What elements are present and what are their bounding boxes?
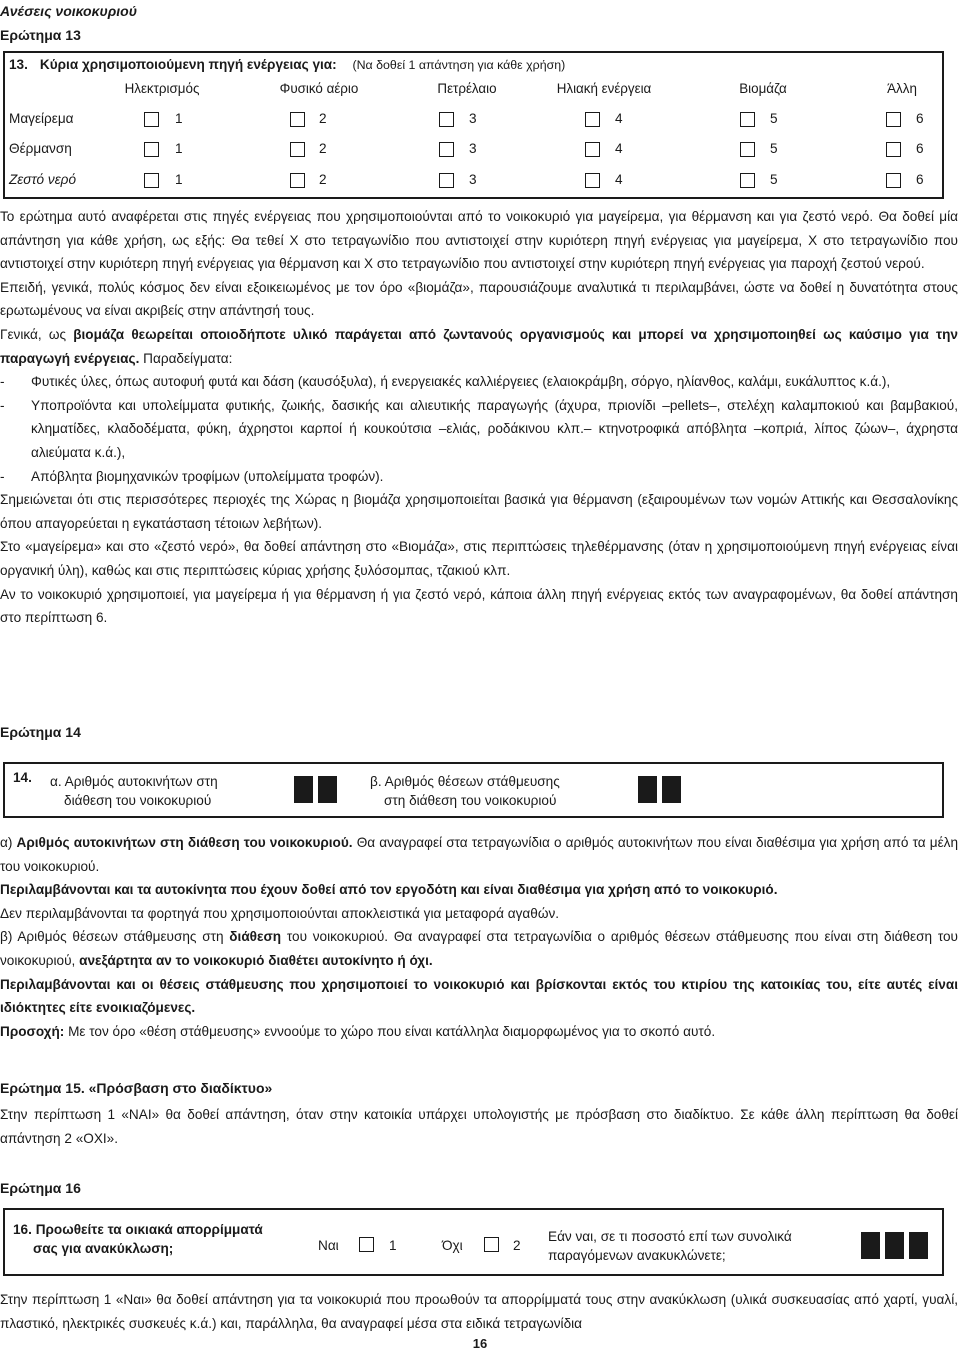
text-run: Γενικά, ως xyxy=(0,326,74,342)
question-number: 13. xyxy=(9,57,28,72)
label-line: Εάν ναι, σε τι ποσοστό επί των συνολικά xyxy=(548,1229,792,1244)
checkbox-hot-water-1[interactable] xyxy=(144,173,159,188)
question-13-title xyxy=(9,57,565,72)
column-header-electricity: Ηλεκτρισμός xyxy=(124,81,200,96)
text-run: β) Αριθμός θέσεων στάθμευσης στη xyxy=(0,929,230,945)
option-code: 6 xyxy=(916,111,924,126)
label-line: στη διάθεση του νοικοκυριού xyxy=(384,793,557,808)
paragraph: Περιλαμβάνονται και τα αυτοκίνητα που έχουν δοθεί από τον εργοδότη και είναι διαθέσιμα για χρήση από το νοικοκυριό. xyxy=(0,882,778,898)
question-15-heading: Ερώτημα 15. «Πρόσβαση στο διαδίκτυο» xyxy=(0,1080,273,1096)
question-14-explanation xyxy=(0,831,958,1043)
list-item-text: Φυτικές ύλες, όπως αυτοφυή φυτά και δάση (καυσόξυλα), ή ενεργειακές καλλιέργειες (ελαιοκράμβη, σόργο, ηλίανθος, καλάμι, ευκάλυπτος κ.ά.), xyxy=(31,374,891,390)
label-line: α. Αριθμός αυτοκινήτων στη xyxy=(50,774,218,789)
option-code: 4 xyxy=(615,172,623,187)
row-label-heating: Θέρμανση xyxy=(9,141,72,156)
column-header-other: Άλλη xyxy=(887,81,917,96)
paragraph: Το ερώτημα αυτό αναφέρεται στις πηγές ενέργειας που χρησιμοποιούνται από το νοικοκυριό για μαγείρεμα, για θέρμανση και για ζεστό νερό. Θα δοθεί μία απάντηση για κάθε χρήση, ως εξής: Θα τεθεί Χ στο τετραγωνίδιο που αντιστοιχεί στην κυριότερη πηγή ενέργειας για μαγείρεμα, Χ στο τετραγωνίδιο που αντιστοιχεί στην κυριότερη πηγή ενέργειας για θέρμανση και Χ στο τετραγωνίδιο που αντιστοιχεί στην κυριότερη πηγή ενέργειας για παροχή ζεστού νερού. xyxy=(0,209,958,272)
text-run: Με τον όρο «θέση στάθμευσης» εννοούμε το χώρο που είναι κατάλληλα διαμορφωμένος για το σκοπό αυτό. xyxy=(64,1023,716,1039)
checkbox-heating-5[interactable] xyxy=(740,142,755,157)
checkbox-recycle-no[interactable] xyxy=(484,1237,499,1252)
section-title: Ανέσεις νοικοκυριού xyxy=(0,3,137,19)
question-15-explanation xyxy=(0,1103,958,1150)
paragraph: Δεν περιλαμβάνονται τα φορτηγά που χρησιμοποιούνται αποκλειστικά για μεταφορά αγαθών. xyxy=(0,905,560,921)
paragraph xyxy=(0,925,958,972)
label-line: β. Αριθμός θέσεων στάθμευσης xyxy=(370,774,560,789)
option-code: 6 xyxy=(916,141,924,156)
paragraph: Στην περίπτωση 1 «Ναι» θα δοθεί απάντηση για τα νοικοκυριά που προωθούν τα απορρίμματά τους στην ανακύκλωση (υλικά συσκευασίας από χαρτί, γυαλί, πλαστικό, ηλεκτρικές συσκευές κ.ά.) και, παράλληλα, θα αναγραφεί μέσα στα ειδικά τετραγωνίδια xyxy=(0,1292,958,1331)
cars-digit-box-1[interactable] xyxy=(294,776,313,803)
text-run: Προωθείτε τα οικιακά απορρίμματά xyxy=(35,1222,263,1237)
question-16-explanation xyxy=(0,1288,958,1335)
option-code: 3 xyxy=(469,172,477,187)
row-label-hot-water: Ζεστό νερό xyxy=(9,172,77,187)
checkbox-hot-water-3[interactable] xyxy=(439,173,454,188)
paragraph xyxy=(0,323,958,370)
percentage-label xyxy=(548,1227,792,1265)
cars-label xyxy=(50,772,218,810)
question-text: Κύρια χρησιμοποιούμενη πηγή ενέργειας για: xyxy=(39,57,337,72)
parking-label xyxy=(370,772,560,810)
percentage-digit-box-3[interactable] xyxy=(909,1232,928,1259)
checkbox-hot-water-2[interactable] xyxy=(290,173,305,188)
list-item-text: Απόβλητα βιομηχανικών τροφίμων (υπολείμματα τροφών). xyxy=(31,468,384,484)
list-item xyxy=(0,394,958,465)
column-header-solar: Ηλιακή ενέργεια xyxy=(556,81,652,96)
text-run: Παραδείγματα: xyxy=(139,350,233,366)
checkbox-heating-2[interactable] xyxy=(290,142,305,157)
option-code: 5 xyxy=(770,111,778,126)
parking-digit-box-2[interactable] xyxy=(662,776,681,803)
cars-digit-box-2[interactable] xyxy=(318,776,337,803)
yes-label: Ναι xyxy=(318,1238,339,1253)
text-run: του νοικοκυριού. Θα αναγραφεί στα τετραγωνίδια ο αριθμός θέσεων στάθμευσης που είναι στη διάθεση του νοικοκυριού, xyxy=(0,929,958,968)
text-run: διάθεση xyxy=(229,929,282,945)
page-number: 16 xyxy=(472,1336,488,1351)
checkbox-cooking-3[interactable] xyxy=(439,112,454,127)
question-line: σας για ανακύκλωση; xyxy=(33,1241,174,1256)
option-code: 1 xyxy=(389,1238,397,1253)
label-line: παραγόμενων ανακυκλώνετε; xyxy=(548,1248,726,1263)
text-run: Προσοχή: xyxy=(0,1023,65,1039)
option-code: 2 xyxy=(319,141,327,156)
text-run: Αριθμός αυτοκινήτων στη διάθεση του νοικοκυριού. xyxy=(16,835,353,850)
option-code: 2 xyxy=(319,172,327,187)
checkbox-heating-6[interactable] xyxy=(886,142,901,157)
parking-digit-box-1[interactable] xyxy=(638,776,657,803)
option-code: 2 xyxy=(513,1238,521,1253)
text-run: α) xyxy=(0,835,17,850)
checkbox-heating-3[interactable] xyxy=(439,142,454,157)
paragraph: Επειδή, γενικά, πολύς κόσμος δεν είναι εξοικειωμένος με τον όρο «βιομάζα», παρουσιάζουμε αναλυτικά τι περιλαμβάνει, ώστε να δοθεί η δυνατότητα στους ερωτωμένους να είναι ακριβείς στην απάντησή τους. xyxy=(0,279,958,319)
paragraph xyxy=(0,1020,958,1044)
option-code: 4 xyxy=(615,111,623,126)
checkbox-heating-1[interactable] xyxy=(144,142,159,157)
option-code: 6 xyxy=(916,172,924,187)
text-run: ανεξάρτητα αν το νοικοκυριό διαθέτει αυτοκίνητο ή όχι. xyxy=(79,952,433,968)
checkbox-recycle-yes[interactable] xyxy=(359,1237,374,1252)
checkbox-cooking-5[interactable] xyxy=(740,112,755,127)
list-marker: - xyxy=(0,397,5,413)
option-code: 5 xyxy=(770,172,778,187)
paragraph: Αν το νοικοκυριό χρησιμοποιεί, για μαγείρεμα ή για θέρμανση ή για ζεστό νερό, κάποια άλλη πηγή ενέργειας εκτός των αναγραφομένων, θα δοθεί απάντηση στο περίπτωση 6. xyxy=(0,586,958,626)
paragraph xyxy=(0,831,958,878)
question-14-heading: Ερώτημα 14 xyxy=(0,724,81,740)
checkbox-cooking-4[interactable] xyxy=(585,112,600,127)
paragraph: Στην περίπτωση 1 «ΝΑΙ» θα δοθεί απάντηση, όταν στην κατοικία υπάρχει υπολογιστής με πρόσβαση στο διαδίκτυο. Σε κάθε άλλη περίπτωση θα δοθεί απάντηση 2 «ΟΧΙ». xyxy=(0,1107,958,1146)
option-code: 3 xyxy=(469,111,477,126)
checkbox-hot-water-6[interactable] xyxy=(886,173,901,188)
checkbox-cooking-1[interactable] xyxy=(144,112,159,127)
question-note: (Να δοθεί 1 απάντηση για κάθε χρήση) xyxy=(352,58,566,72)
paragraph: Σημειώνεται ότι στις περισσότερες περιοχές της Χώρας η βιομάζα χρησιμοποιείται βασικά για θέρμανση (εξαιρουμένων των νομών Αττικής και Θεσσαλονίκης όπου απαγορεύεται η εγκατάσταση τέτοιων λεβήτων). xyxy=(0,492,958,531)
list-marker: - xyxy=(0,468,5,484)
question-16-text xyxy=(13,1220,263,1258)
list-item-text: Υποπροϊόντα και υπολείμματα φυτικής, ζωικής, δασικής και αλιευτικής παραγωγής (άχυρα, πριονίδι –pellets–, στελέχη καλαμποκιού και βαμβακιού, κληματίδες, κλαδοδέματα, φύκη, άχρηστοι καρποί ή κουκούτσια –ελιάς, ροδάκινου κλπ.– κτηνοτροφικά απόβλητα –κοπριά, λίπος ζώων–, άχρηστα αλιεύματα κ.ά.), xyxy=(31,397,958,460)
question-14-box xyxy=(3,762,944,818)
checkbox-cooking-2[interactable] xyxy=(290,112,305,127)
list-marker: - xyxy=(0,374,5,390)
column-header-biomass: Βιομάζα xyxy=(739,81,787,96)
question-16-box xyxy=(3,1208,944,1276)
question-line xyxy=(13,1220,263,1239)
column-header-oil: Πετρέλαιο xyxy=(437,81,497,96)
paragraph: Στο «μαγείρεμα» και στο «ζεστό νερό», θα δοθεί απάντηση στο «Βιομάζα», στις περιπτώσεις τηλεθέρμανσης (όταν η χρησιμοποιούμενη πηγή ενέργειας είναι οργανική ύλη), καθώς και στις περιπτώσεις κύριας χρήσης ξυλόσομπας, τζακιού κλπ. xyxy=(0,539,958,578)
paragraph: Περιλαμβάνονται και οι θέσεις στάθμευσης που χρησιμοποιεί το νοικοκυριό και βρίσκονται εκτός του κτιρίου της κατοικίας του, είτε αυτές είναι ιδιόκτητες είτε ενοικιαζόμενες. xyxy=(0,976,958,1016)
question-16-heading: Ερώτημα 16 xyxy=(0,1180,81,1196)
biomass-definition: βιομάζα θεωρείται οποιοδήποτε υλικό παράγεται από ζωντανούς οργανισμούς και μπορεί να χρησιμοποιηθεί ως καύσιμο για την παραγωγή ενέργειας. xyxy=(0,326,958,366)
question-number: 14. xyxy=(13,770,32,785)
option-code: 1 xyxy=(175,172,183,187)
question-13-label: Ερώτημα 13 xyxy=(0,27,81,43)
question-13-explanation xyxy=(0,205,958,630)
option-code: 1 xyxy=(175,111,183,126)
column-header-natural-gas: Φυσικό αέριο xyxy=(279,81,359,96)
option-code: 1 xyxy=(175,141,183,156)
row-label-cooking: Μαγείρεμα xyxy=(9,111,74,126)
checkbox-hot-water-4[interactable] xyxy=(585,173,600,188)
no-label: Όχι xyxy=(442,1238,463,1253)
option-code: 2 xyxy=(319,111,327,126)
checkbox-cooking-6[interactable] xyxy=(886,112,901,127)
list-item xyxy=(0,370,958,394)
label-line: διάθεση του νοικοκυριού xyxy=(64,793,212,808)
option-code: 4 xyxy=(615,141,623,156)
question-13-box xyxy=(3,51,944,199)
percentage-digit-box-1[interactable] xyxy=(861,1232,880,1259)
list-item xyxy=(0,465,958,489)
option-code: 5 xyxy=(770,141,778,156)
text-run: Θα αναγραφεί στα τετραγωνίδια ο αριθμός αυτοκινήτων που είναι διαθέσιμα για χρήση από τα μέλη του νοικοκυριού. xyxy=(0,835,959,874)
percentage-digit-box-2[interactable] xyxy=(885,1232,904,1259)
question-number: 16. xyxy=(13,1222,32,1237)
checkbox-hot-water-5[interactable] xyxy=(740,173,755,188)
checkbox-heating-4[interactable] xyxy=(585,142,600,157)
option-code: 3 xyxy=(469,141,477,156)
